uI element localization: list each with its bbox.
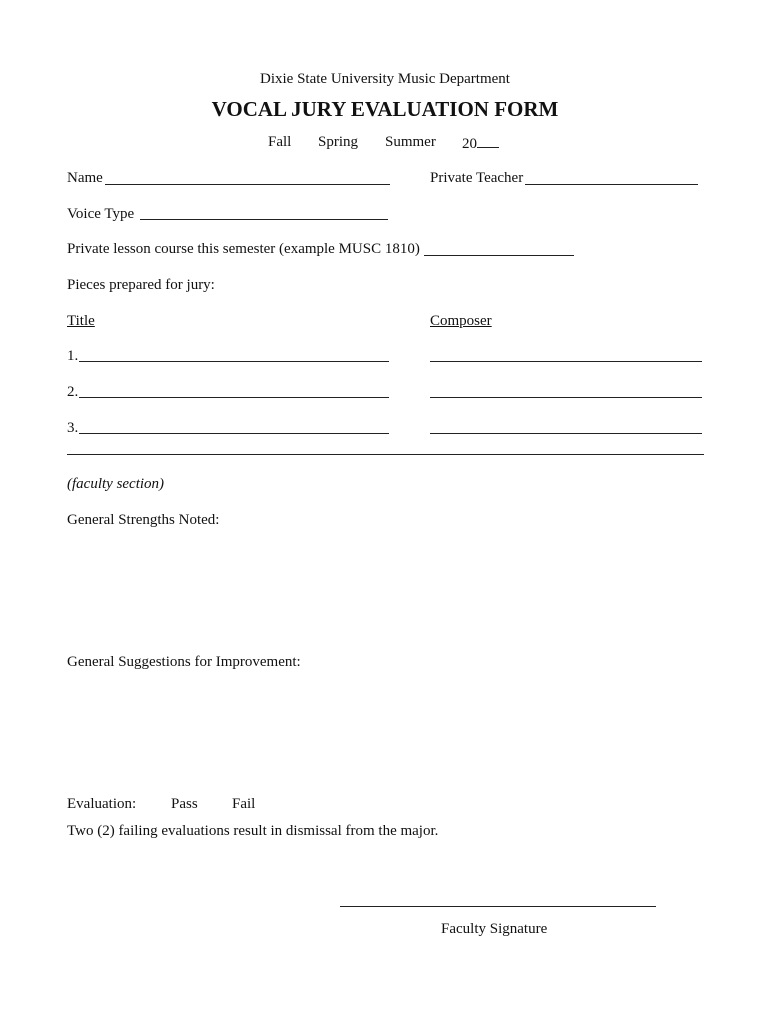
piece-number-2: 2. [67, 384, 79, 400]
name-field[interactable] [105, 184, 390, 185]
title-column-header: Title [67, 313, 95, 329]
year-prefix: 20 [462, 136, 477, 152]
piece-composer-field-1[interactable] [430, 361, 702, 362]
fail-option[interactable]: Fail [232, 796, 256, 812]
voice-type-field[interactable] [140, 219, 388, 220]
signature-label: Faculty Signature [441, 921, 548, 937]
evaluation-label: Evaluation: [67, 796, 137, 812]
pass-option[interactable]: Pass [171, 796, 198, 812]
strengths-label: General Strengths Noted: [67, 512, 220, 528]
teacher-label: Private Teacher [430, 170, 524, 186]
piece-number-3: 3. [67, 420, 79, 436]
signature-field[interactable] [340, 906, 656, 907]
dismissal-note: Two (2) failing evaluations result in dismissal from the major. [67, 823, 439, 839]
term-summer: Summer [385, 134, 436, 150]
year-blank[interactable] [477, 133, 499, 148]
piece-title-field-1[interactable] [79, 361, 389, 362]
name-label: Name [67, 170, 103, 186]
department-heading: Dixie State University Music Department [260, 71, 510, 87]
year-field[interactable] [462, 133, 499, 153]
form-title: VOCAL JURY EVALUATION FORM [211, 97, 559, 121]
voice-type-label: Voice Type [67, 206, 135, 222]
teacher-field[interactable] [525, 184, 698, 185]
course-label: Private lesson course this semester (example MUSC 1810) [67, 241, 420, 257]
course-field[interactable] [424, 255, 574, 256]
piece-composer-field-2[interactable] [430, 397, 702, 398]
suggestions-label: General Suggestions for Improvement: [67, 654, 301, 670]
term-fall: Fall [268, 134, 292, 150]
piece-title-field-2[interactable] [79, 397, 389, 398]
piece-number-1: 1. [67, 348, 79, 364]
piece-title-field-3[interactable] [79, 433, 389, 434]
piece-composer-field-3[interactable] [430, 433, 702, 434]
faculty-section-label: (faculty section) [67, 476, 165, 492]
term-spring: Spring [318, 134, 359, 150]
suggestions-area[interactable] [67, 674, 703, 784]
section-divider [67, 454, 704, 455]
pieces-intro: Pieces prepared for jury: [67, 277, 215, 293]
composer-column-header: Composer [430, 313, 492, 329]
strengths-area[interactable] [67, 532, 703, 642]
